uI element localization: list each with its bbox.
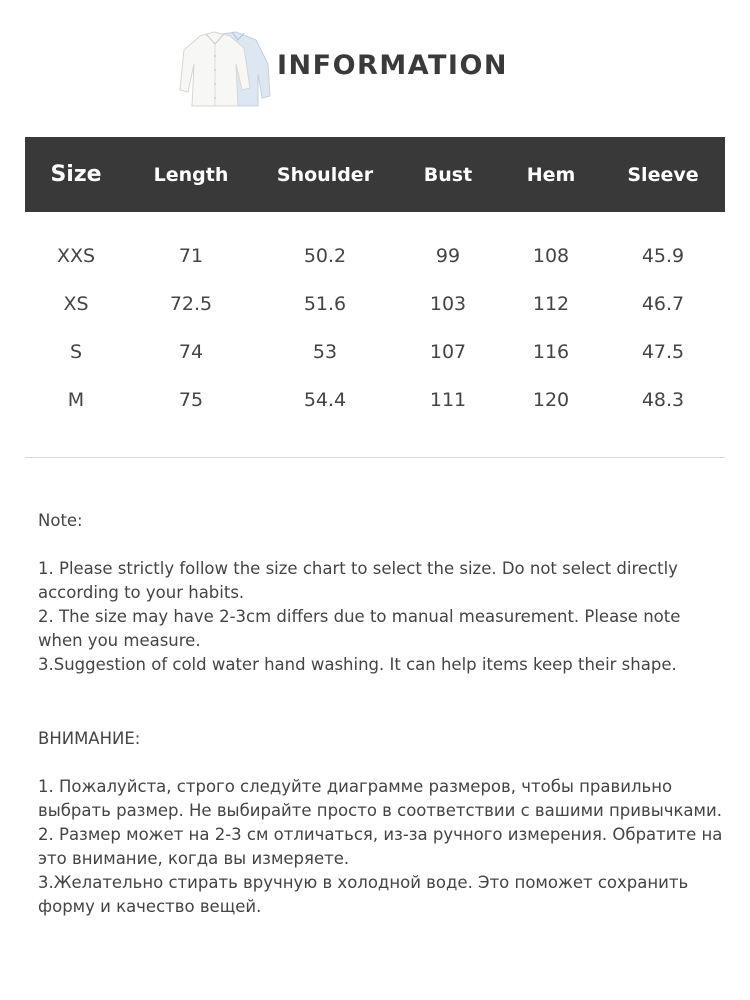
cell-shoulder: 50.2 — [303, 245, 347, 267]
cell-hem: 112 — [532, 293, 570, 315]
cell-size: XS — [63, 293, 89, 315]
header — [0, 0, 750, 137]
cell-shoulder: 51.6 — [303, 293, 347, 315]
cell-hem: 120 — [532, 389, 570, 411]
cell-bust: 111 — [429, 389, 467, 411]
note-item: 3.Желательно стирать вручную в холодной воде. Это поможет сохранить форму и качество вещей. — [38, 873, 689, 916]
column-header-size: Size — [25, 137, 127, 212]
cell-size: XXS — [56, 245, 96, 267]
cell-size: S — [69, 341, 83, 363]
cell-length: 71 — [178, 245, 204, 267]
cell-sleeve: 47.5 — [641, 341, 685, 363]
cell-bust: 107 — [429, 341, 467, 363]
column-header-shoulder: Shoulder — [255, 137, 395, 212]
cell-bust: 99 — [435, 245, 461, 267]
cell-bust: 103 — [429, 293, 467, 315]
cell-hem: 108 — [532, 245, 570, 267]
table-row — [25, 280, 725, 328]
note-item: 1. Пожалуйста, строго следуйте диаграмме размеров, чтобы правильно выбрать размер. Не выбирайте просто в соответствии с вашими привычками. — [38, 777, 722, 820]
cell-size: M — [67, 389, 85, 411]
size-table — [25, 137, 725, 424]
page-title: INFORMATION — [277, 50, 509, 81]
cell-hem: 116 — [532, 341, 570, 363]
cell-shoulder: 54.4 — [303, 389, 347, 411]
column-header-hem: Hem — [501, 137, 601, 212]
notes-heading: Note: — [38, 511, 83, 530]
note-item: 2. The size may have 2-3cm differs due to manual measurement. Please note when you measure. — [38, 607, 681, 650]
cell-sleeve: 48.3 — [641, 389, 685, 411]
table-header-row — [25, 137, 725, 212]
notes-russian — [38, 727, 728, 919]
column-header-sleeve: Sleeve — [601, 137, 725, 212]
cell-sleeve: 45.9 — [641, 245, 685, 267]
table-row — [25, 232, 725, 280]
notes-english — [38, 509, 728, 677]
cell-length: 74 — [178, 341, 204, 363]
column-header-bust: Bust — [395, 137, 501, 212]
column-header-length: Length — [127, 137, 255, 212]
table-row — [25, 376, 725, 424]
table-spacer — [25, 212, 725, 232]
note-item: 2. Размер может на 2-3 см отличаться, из-за ручного измерения. Обратите на это внимание, когда вы измеряете. — [38, 825, 723, 868]
note-item: 3.Suggestion of cold water hand washing. It can help items keep their shape. — [38, 655, 677, 674]
shirts-icon — [178, 30, 274, 108]
notes-heading: ВНИМАНИЕ: — [38, 729, 141, 748]
cell-length: 72.5 — [169, 293, 213, 315]
note-item: 1. Please strictly follow the size chart to select the size. Do not select directly according to your habits. — [38, 559, 678, 602]
table-row — [25, 328, 725, 376]
cell-length: 75 — [178, 389, 204, 411]
cell-sleeve: 46.7 — [641, 293, 685, 315]
cell-shoulder: 53 — [312, 341, 338, 363]
section-divider — [25, 457, 725, 458]
